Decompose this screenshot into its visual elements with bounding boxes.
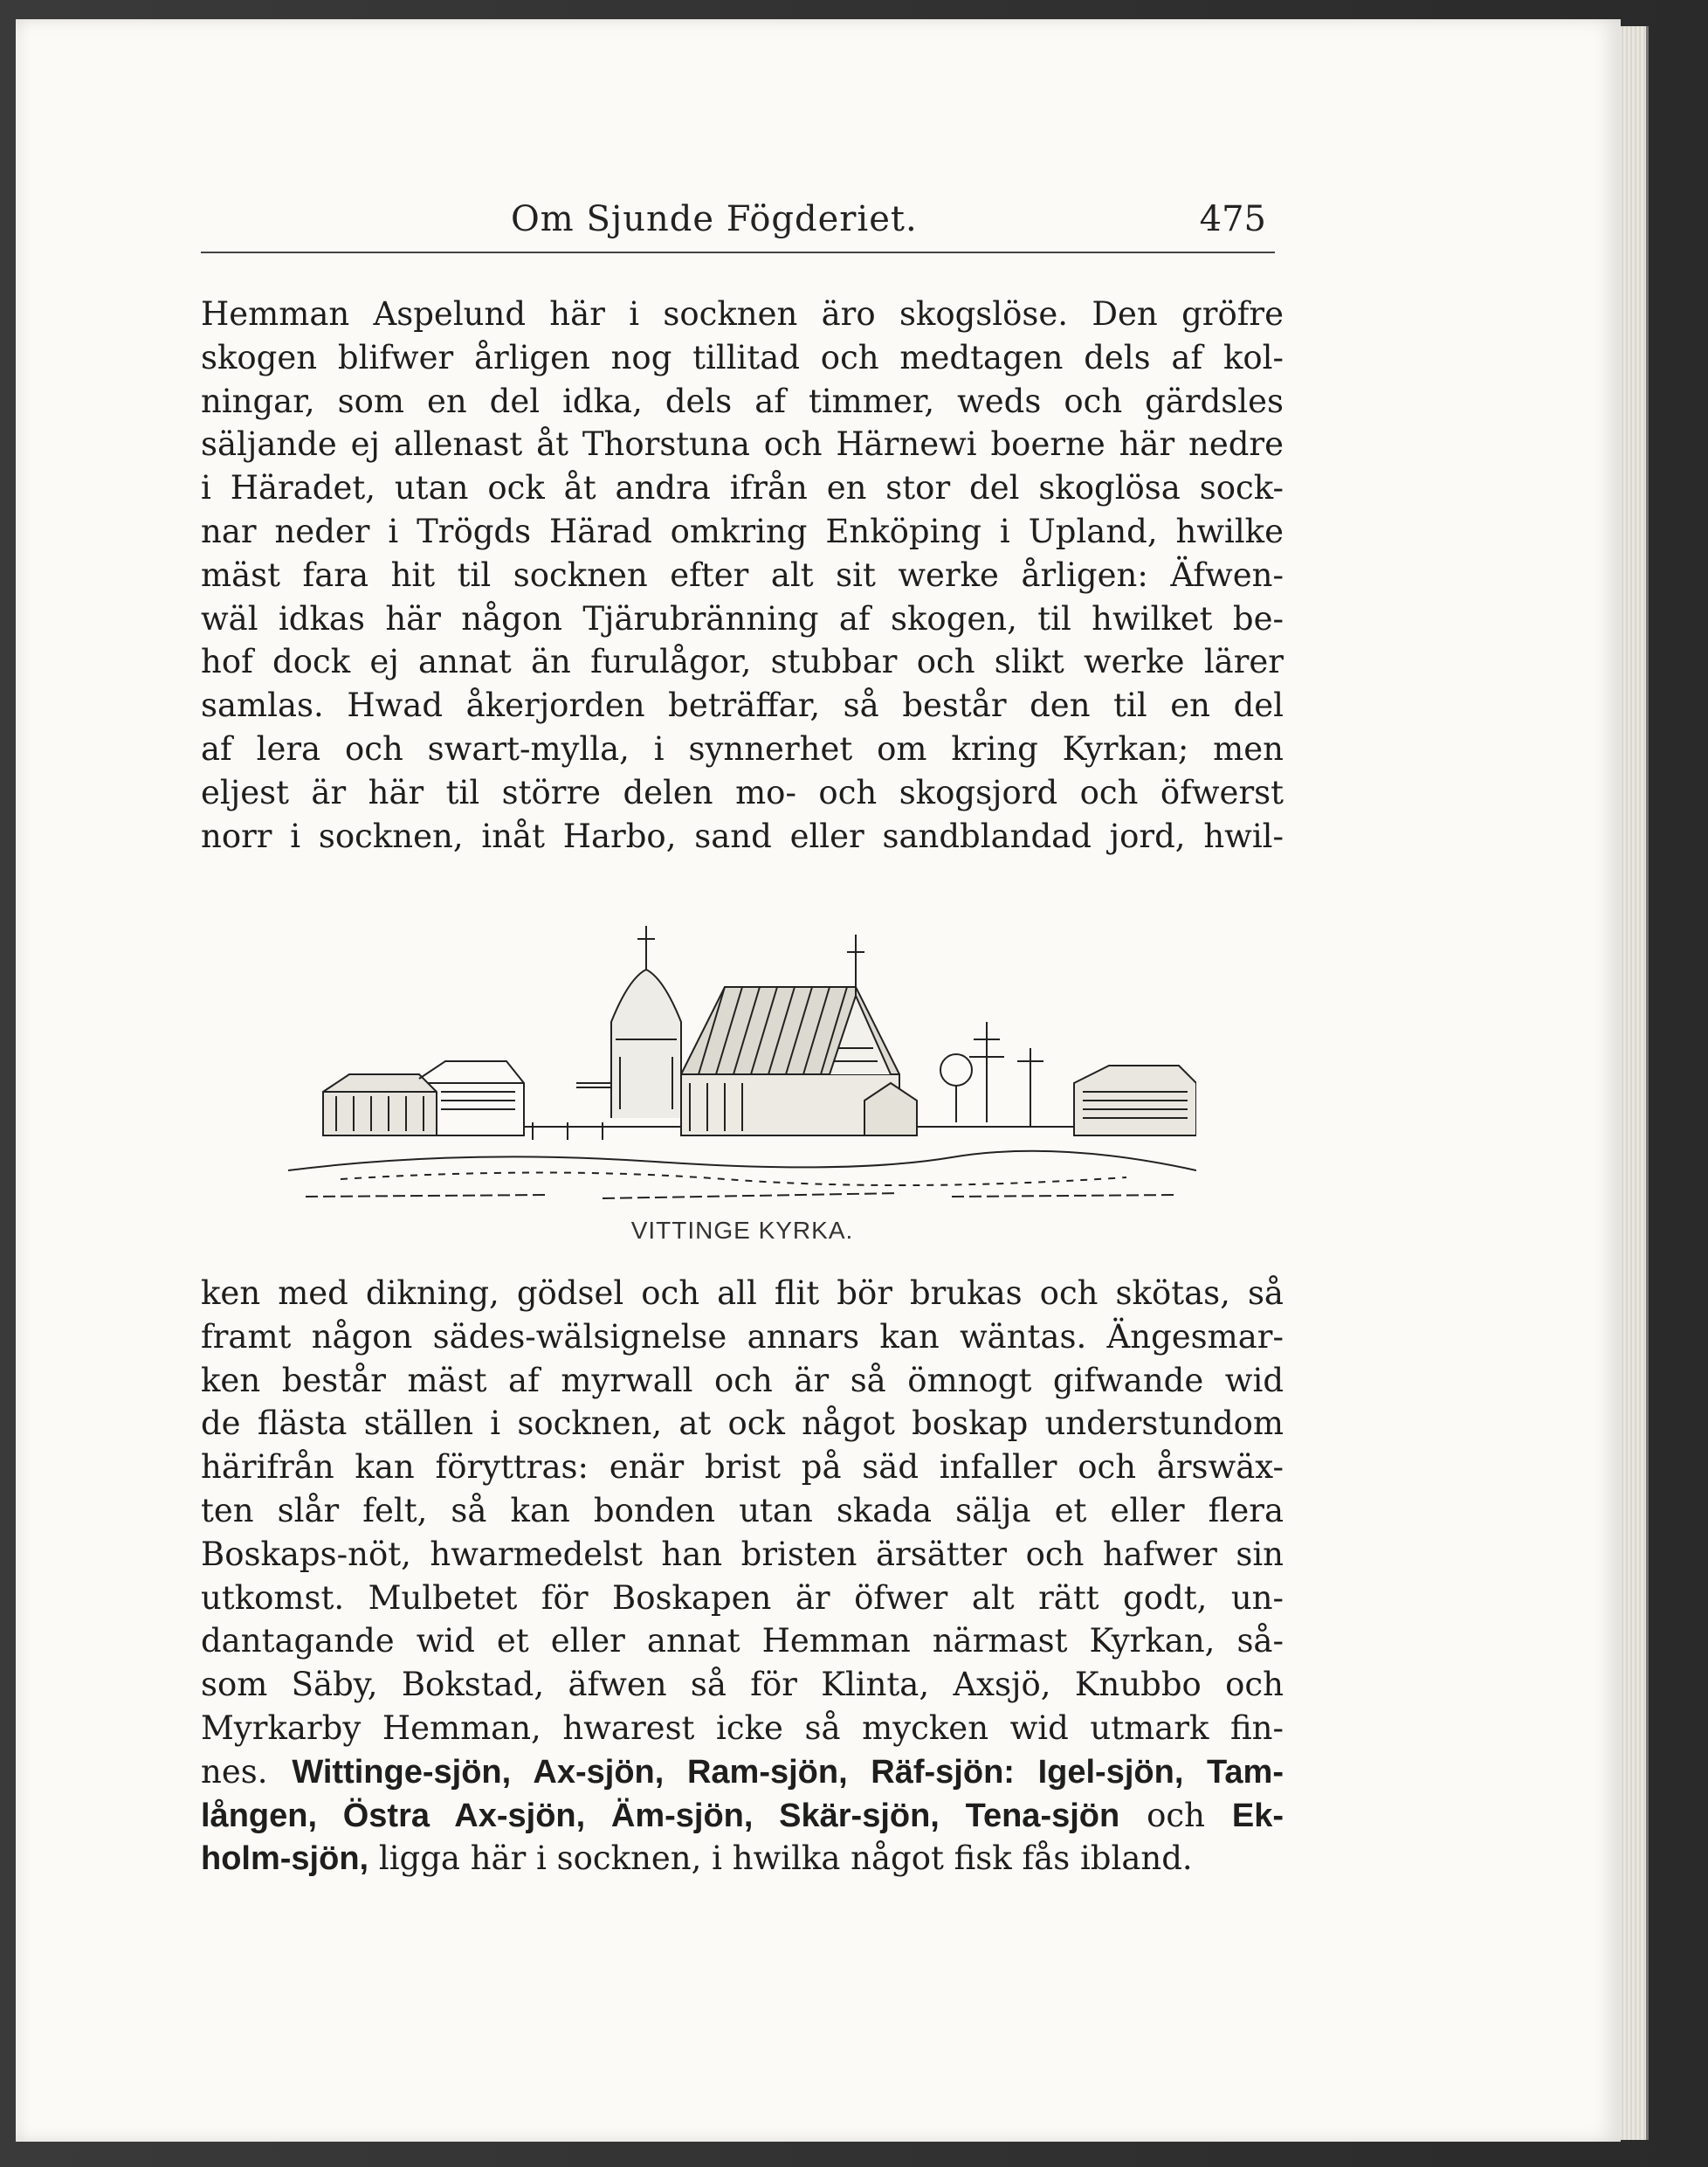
- lake-names: Wittinge-sjön, Ax-sjön, Ram-sjön, Räf-sjön: Igel-sjön, Tam-: [292, 1753, 1284, 1791]
- text-line: eljest är här til större delen mo- och skogsjord och öfwerst: [201, 773, 1284, 811]
- paragraph-bottom: [201, 1272, 1284, 1881]
- text-line-lakes-1: [201, 1750, 1284, 1794]
- text-line: ken med dikning, gödsel och all flit bör brukas och skötas, så: [201, 1274, 1284, 1312]
- church-engraving: [288, 917, 1196, 1214]
- paragraph-top: [201, 293, 1284, 858]
- text-line: samlas. Hwad åkerjorden beträffar, så består den til en del: [201, 687, 1284, 725]
- running-title: Om Sjunde Fögderiet.: [511, 199, 918, 239]
- lake-names: Ek-: [1231, 1797, 1284, 1834]
- text-line: norr i socknen, inåt Harbo, sand eller sandblandad jord, hwil-: [201, 817, 1284, 855]
- text-line: härifrån kan föryttras: enär brist på säd infaller och årswäx-: [201, 1448, 1284, 1487]
- text-fragment: nes.: [201, 1752, 293, 1791]
- text-line: Myrkarby Hemman, hwarest icke så mycken wid utmark fin-: [201, 1708, 1284, 1747]
- text-line: ten slår felt, så kan bonden utan skada sälja et eller flera: [201, 1491, 1284, 1529]
- text-line: ken består mäst af myrwall och är så ömnogt gifwande wid: [201, 1361, 1284, 1399]
- text-line: hof dock ej annat än furulågor, stubbar och slikt werke lärer: [201, 643, 1284, 681]
- text-line: de flästa ställen i socknen, at ock något boskap understundom: [201, 1404, 1284, 1443]
- page-number: 475: [1199, 199, 1266, 239]
- text-line: skogen blifwer årligen nog tillitad och medtagen dels af kol-: [201, 338, 1284, 376]
- page-header: [201, 199, 1275, 253]
- text-line-lakes-2: [201, 1794, 1284, 1838]
- text-line: wäl idkas här någon Tjärubränning af skogen, til hwilket be-: [201, 599, 1284, 638]
- lake-names: holm-sjön,: [201, 1840, 369, 1878]
- text-line: Hemman Aspelund här i socknen äro skogslöse. Den gröfre: [201, 295, 1284, 333]
- text-line: i Häradet, utan ock åt andra ifrån en stor del skoglösa sock-: [201, 469, 1284, 507]
- lake-names: lången, Östra Ax-sjön, Äm-sjön, Skär-sjön, Tena-sjön: [201, 1797, 1120, 1834]
- figure-caption: VITTINGE KYRKA.: [630, 1217, 854, 1244]
- text-fragment: ligga här i socknen, i hwilka något fisk fås ibland.: [368, 1839, 1193, 1878]
- text-line: ningar, som en del idka, dels af timmer, weds och gärdsles: [201, 382, 1284, 420]
- text-line: säljande ej allenast åt Thorstuna och Härnewi boerne här nedre: [201, 425, 1284, 464]
- text-line: mäst fara hit til socknen efter alt sit werke årligen: Äfwen-: [201, 556, 1284, 594]
- text-line: dantagande wid et eller annat Hemman närmast Kyrkan, så-: [201, 1622, 1284, 1660]
- text-line-lakes-3: [201, 1837, 1284, 1881]
- text-line: nar neder i Trögds Härad omkring Enköping i Upland, hwilke: [201, 512, 1284, 550]
- text-line: Boskaps-nöt, hwarmedelst han bristen ärsätter och hafwer sin: [201, 1535, 1284, 1573]
- text-line: framt någon sädes-wälsignelse annars kan wäntas. Ängesmar-: [201, 1317, 1284, 1356]
- text-line: af lera och swart-mylla, i synnerhet om kring Kyrkan; men: [201, 729, 1284, 768]
- text-line: utkomst. Mulbetet för Boskapen är öfwer alt rätt godt, un-: [201, 1578, 1284, 1617]
- text-fragment: och: [1119, 1796, 1232, 1834]
- text-line: som Säby, Bokstad, äfwen så för Klinta, Axsjö, Knubbo och: [201, 1666, 1284, 1704]
